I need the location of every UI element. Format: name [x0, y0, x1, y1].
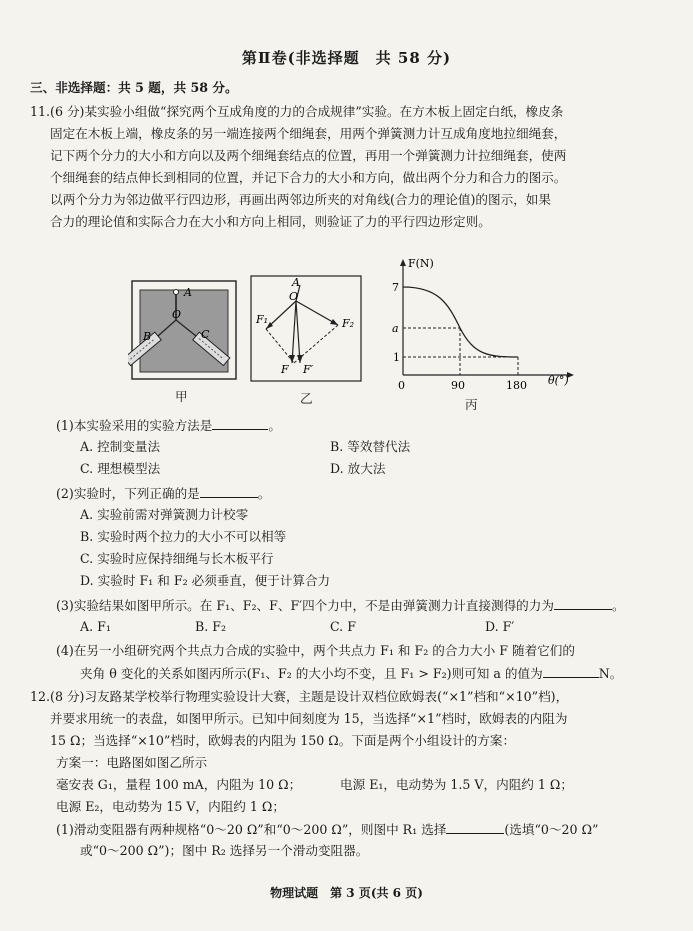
- figure-jia: [128, 278, 240, 383]
- q11-part4-stem: 夹角 θ 变化的关系如图丙所示(F₁、F₂ 的大小均不变，且 F₁ > F₂)则可知 a 的值为: [80, 666, 543, 681]
- q11-p1-option-b: B. 等效替代法: [330, 439, 411, 454]
- bing-ylabel: F(N): [408, 257, 434, 270]
- q11-line-1: 11.(6 分)某实验小组做“探究两个互成角度的力的合成规律”实验。在方木板上固定白纸，橡皮条: [30, 104, 564, 119]
- yi-label-fprime: F′: [303, 363, 314, 376]
- bing-xtick-180: 180: [506, 379, 527, 392]
- yi-label-f2: F₂: [342, 317, 355, 330]
- page-title: 第Ⅱ卷(非选择题 共 58 分): [241, 49, 452, 67]
- q11-p2-option-c: C. 实验时应保持细绳与长木板平行: [80, 551, 274, 566]
- q11-line-5: 以两个分力为邻边做平行四边形，再画出两邻边所夹的对角线(合力的理论值)的图示，如果: [50, 192, 551, 207]
- q11-part2-stem: (2)实验时，下列正确的是: [56, 486, 200, 501]
- q11-p2-option-b: B. 实验时两个拉力的大小不可以相等: [80, 529, 287, 544]
- bing-ytick-7: 7: [392, 281, 399, 294]
- q12-line-1: 12.(8 分)习友路某学校举行物理实验设计大赛，主题是设计双档位欧姆表(“×1”档和“×10”档)，: [30, 689, 569, 704]
- q11-p2-option-d: D. 实验时 F₁ 和 F₂ 必须垂直，便于计算合力: [80, 573, 331, 588]
- figure-bing: [388, 253, 588, 393]
- q11-p1-option-d: D. 放大法: [330, 461, 386, 476]
- arrow-f: [292, 301, 296, 363]
- yi-label-f: F: [281, 363, 289, 376]
- white-paper: [140, 290, 228, 372]
- q11-p1-option-c: C. 理想模型法: [80, 461, 161, 476]
- q12-meter: 毫安表 G₁，量程 100 mA，内阻为 10 Ω；: [56, 777, 302, 792]
- q11-line-6: 合力的理论值和实际合力在大小和方向上相同，则验证了力的平行四边形定则。: [50, 214, 491, 229]
- label-b: B: [143, 330, 152, 343]
- q11-p3-option-c: C. F: [330, 619, 356, 634]
- q12-part1-cont: 或“0～200 Ω”)；图中 R₂ 选择另一个滑动变阻器。: [80, 843, 369, 858]
- q11-part2: [56, 485, 270, 502]
- q12-part1-hint: (选填“0～20 Ω”: [504, 822, 599, 837]
- q12-part1: [56, 821, 598, 838]
- q11-part3: [56, 597, 625, 614]
- point-a: [174, 290, 179, 295]
- caption-jia: 甲: [175, 389, 188, 404]
- yi-label-a: A: [292, 276, 300, 289]
- bing-curve: [403, 287, 518, 357]
- arrow-fprime: [296, 301, 300, 363]
- q12-source-e2: 电源 E₂，电动势为 15 V，内阻约 1 Ω；: [56, 799, 285, 814]
- q11-part1-stem: (1)本实验采用的实验方法是: [56, 418, 213, 433]
- answer-blank-1[interactable]: [212, 417, 268, 430]
- bing-xtick-0: 0: [398, 379, 405, 392]
- q12-part1-stem: (1)滑动变阻器有两种规格“0～20 Ω”和“0～200 Ω”，则图中 R₁ 选择: [56, 822, 447, 837]
- q11-p2-option-a: A. 实验前需对弹簧测力计校零: [80, 507, 249, 522]
- label-a: A: [184, 286, 192, 299]
- q12-line-2: 并要求用统一的表盘，如图甲所示。已知中间刻度为 15，当选择“×1”档时，欧姆表的内阻为: [50, 711, 568, 726]
- q11-p3-option-d: D. F′: [485, 619, 515, 634]
- q12-plan: 方案一：电路图如图乙所示: [56, 755, 208, 770]
- answer-blank-5[interactable]: [446, 821, 504, 834]
- q11-line-2: 固定在木板上端，橡皮条的另一端连接两个细绳套，用两个弹簧测力计互成角度地拉细绳套，: [50, 126, 567, 141]
- q11-part3-end: 。: [611, 598, 625, 613]
- q11-part4-line2: [80, 665, 622, 682]
- q11-part4-line1: (4)在另一小组研究两个共点力合成的实验中，两个共点力 F₁ 和 F₂ 的合力大小 F 随着它们的: [56, 643, 575, 658]
- label-o: O: [172, 308, 182, 321]
- bing-xlabel: θ(°): [548, 374, 569, 387]
- q11-part2-end: 。: [257, 486, 271, 501]
- q12-line-3: 15 Ω；当选择“×10”档时，欧姆表的内阻为 150 Ω。下面是两个小组设计的方案：: [50, 733, 516, 748]
- figure-yi: [248, 273, 366, 385]
- q11-part1-end: 。: [268, 418, 281, 433]
- answer-blank-3[interactable]: [554, 597, 612, 610]
- dash-1: [266, 329, 294, 363]
- label-c: C: [201, 328, 210, 341]
- q11-line-4: 个细绳套的结点伸长到相同的位置，并记下合力的大小和方向，做出两个分力和合力的图示。: [50, 170, 567, 185]
- q12-source-e1: 电源 E₁，电动势为 1.5 V，内阻约 1 Ω；: [340, 777, 573, 792]
- yi-label-f1: F₁: [256, 313, 269, 326]
- bing-ytick-a: a: [392, 322, 399, 335]
- caption-bing: 丙: [465, 397, 478, 412]
- section-heading: 三、非选择题：共 5 题，共 58 分。: [30, 80, 238, 95]
- page-footer: 物理试题 第 3 页(共 6 页): [270, 886, 423, 900]
- q11-p3-option-b: B. F₂: [195, 619, 227, 634]
- answer-blank-2[interactable]: [200, 485, 258, 498]
- q11-p3-option-a: A. F₁: [80, 619, 111, 634]
- q11-p1-option-a: A. 控制变量法: [80, 439, 161, 454]
- q11-part1: [56, 417, 281, 434]
- bing-ytick-1: 1: [393, 351, 400, 364]
- q11-part3-stem: (3)实验结果如图甲所示。在 F₁、F₂、F、F′四个力中，不是由弹簧测力计直接测得的力为: [56, 598, 554, 613]
- q11-line-3: 记下两个分力的大小和方向以及两个细绳套结点的位置，再用一个弹簧测力计拉细绳套，使两: [50, 148, 567, 163]
- q11-part4-end: N。: [598, 666, 623, 681]
- caption-yi: 乙: [300, 391, 313, 406]
- answer-blank-4[interactable]: [543, 665, 599, 678]
- bing-xtick-90: 90: [451, 379, 465, 392]
- yi-label-o: O: [289, 290, 299, 303]
